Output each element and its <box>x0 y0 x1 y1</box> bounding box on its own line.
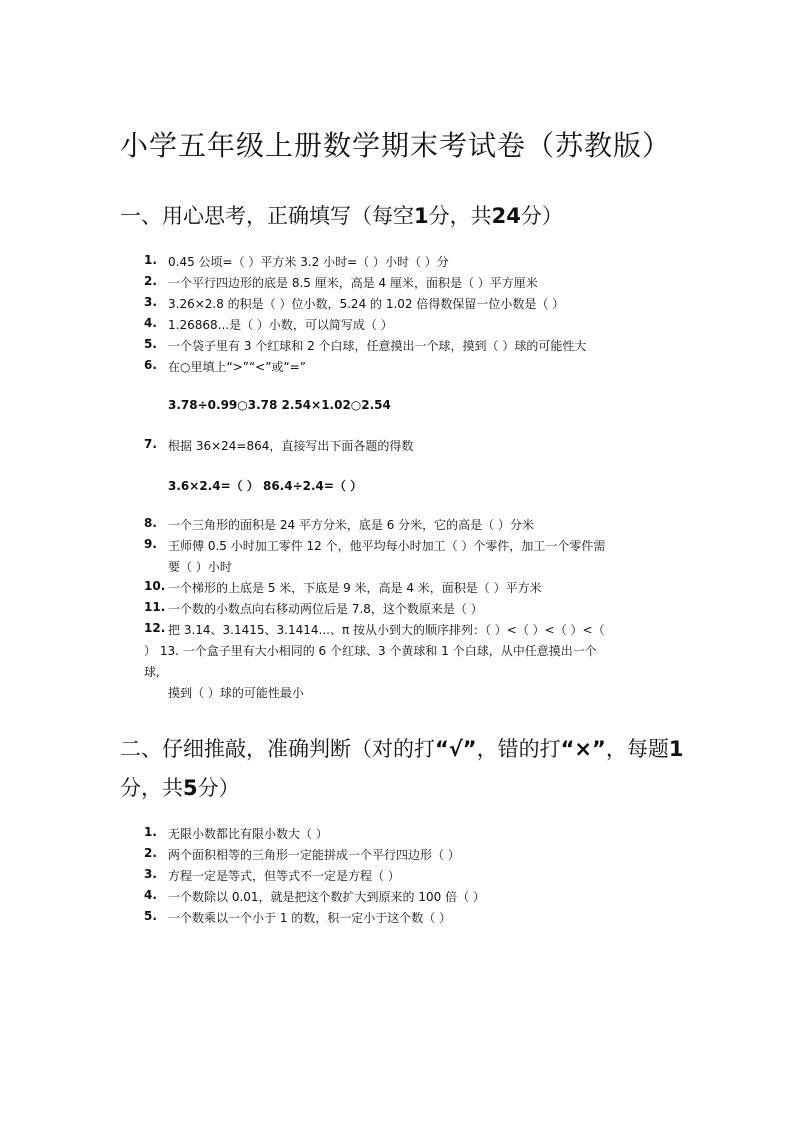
s1-item-number: 7. <box>144 437 157 451</box>
section1-heading-n2: 24 <box>491 204 521 228</box>
item12-13-continuation: ） 13. 一个盒子里有大小相同的 6 个红球、3 个黄球和 1 个白球，从中任意摸出一个 <box>144 644 597 658</box>
s1-item-number: 2. <box>144 274 157 288</box>
s1-item-number: 11. <box>144 600 166 614</box>
section2-heading-line1 <box>120 733 683 763</box>
item9-continuation: 要（ ）小时 <box>168 560 232 574</box>
s1-item-text: 根据 36×24=864，直接写出下面各题的得数 <box>168 439 414 453</box>
s1-item-number: 8. <box>144 516 157 530</box>
s1-item-text: 在○里填上“>”“<”或“=” <box>168 360 306 374</box>
s1-item-number: 3. <box>144 295 157 309</box>
s1-item-text: 一个袋子里有 3 个红球和 2 个白球，任意摸出一个球，摸到（ ）球的可能性大 <box>168 339 587 353</box>
section2-heading-line2 <box>120 772 240 802</box>
s1-item-text: 3.26×2.8 的积是（ ）位小数，5.24 的 1.02 倍得数保留一位小数是（ ） <box>168 297 565 311</box>
section2-heading-cross: “×” <box>560 737 606 761</box>
item13-continuation: 球, <box>144 665 160 679</box>
section2-heading-n2: 5 <box>183 776 198 800</box>
s1-item-text: 0.45 公顷=（ ）平方米 3.2 小时=（ ）小时（ ）分 <box>168 255 449 269</box>
s1-item-text: 一个数的小数点向右移动两位后是 7.8，这个数原来是（ ） <box>168 602 483 616</box>
s2-item-number: 2. <box>144 846 157 860</box>
s2-item-number: 4. <box>144 888 157 902</box>
s1-item-number: 6. <box>144 358 157 372</box>
section2-heading-mid: ，错的打 <box>476 737 561 761</box>
s2-item-text: 方程一定是等式，但等式不一定是方程（ ） <box>168 869 400 883</box>
s1-item-number: 1. <box>144 253 157 267</box>
section1-heading <box>120 200 563 230</box>
s2-item-text: 无限小数都比有限小数大（ ） <box>168 827 328 841</box>
page-title: 小学五年级上册数学期末考试卷（苏教版） <box>120 129 672 162</box>
section2-heading-line2-post: 分） <box>197 776 240 800</box>
s1-item-text: 1.26868...是（ ）小数，可以简写成（ ） <box>168 318 393 332</box>
s2-item-number: 5. <box>144 909 157 923</box>
section1-heading-post: 分） <box>520 204 563 228</box>
s1-item-number: 5. <box>144 337 157 351</box>
s2-item-number: 1. <box>144 825 157 839</box>
s2-item-text: 一个数除以 0.01，就是把这个数扩大到原来的 100 倍（ ） <box>168 890 485 904</box>
section2-heading-pre: 二、仔细推敲，准确判断（对的打 <box>120 737 435 761</box>
item13-continuation: 摸到（ ）球的可能性最小 <box>168 686 304 700</box>
s1-item-number: 10. <box>144 579 166 593</box>
section2-heading-line2-pre: 分，共 <box>120 776 183 800</box>
s1-item-number: 9. <box>144 537 157 551</box>
s2-item-number: 3. <box>144 867 157 881</box>
section1-heading-mid: 分，共 <box>428 204 492 228</box>
section1-heading-n1: 1 <box>414 204 429 228</box>
item6-compare-expressions: 3.78÷0.99○3.78 2.54×1.02○2.54 <box>168 398 391 412</box>
s1-item-text: 一个梯形的上底是 5 米，下底是 9 米，高是 4 米，面积是（ ）平方米 <box>168 581 542 595</box>
section2-heading-post: ，每题 <box>605 737 669 761</box>
item7-expressions: 3.6×2.4=（ ） 86.4÷2.4=（ ） <box>168 479 363 493</box>
section2-heading-check: “√” <box>435 737 477 761</box>
s1-item-number: 12. <box>144 621 166 635</box>
s2-item-text: 一个数乘以一个小于 1 的数，积一定小于这个数（ ） <box>168 911 452 925</box>
section1-heading-pre: 一、用心思考，正确填写（每空 <box>120 204 414 228</box>
section2-heading-n1: 1 <box>668 737 684 761</box>
s1-item-text: 把 3.14、3.1415、3.1414...、π 按从小到大的顺序排列：（ ）<（ ）<（ ）<（ <box>168 623 605 637</box>
s1-item-text: 王师傅 0.5 小时加工零件 12 个，他平均每小时加工（ ）个零件，加工一个零件需 <box>168 539 606 553</box>
s1-item-text: 一个平行四边形的底是 8.5 厘米，高是 4 厘米，面积是（ ）平方厘米 <box>168 276 538 290</box>
s1-item-text: 一个三角形的面积是 24 平方分米，底是 6 分米，它的高是（ ）分米 <box>168 518 534 532</box>
s2-item-text: 两个面积相等的三角形一定能拼成一个平行四边形（ ） <box>168 848 460 862</box>
s1-item-number: 4. <box>144 316 157 330</box>
